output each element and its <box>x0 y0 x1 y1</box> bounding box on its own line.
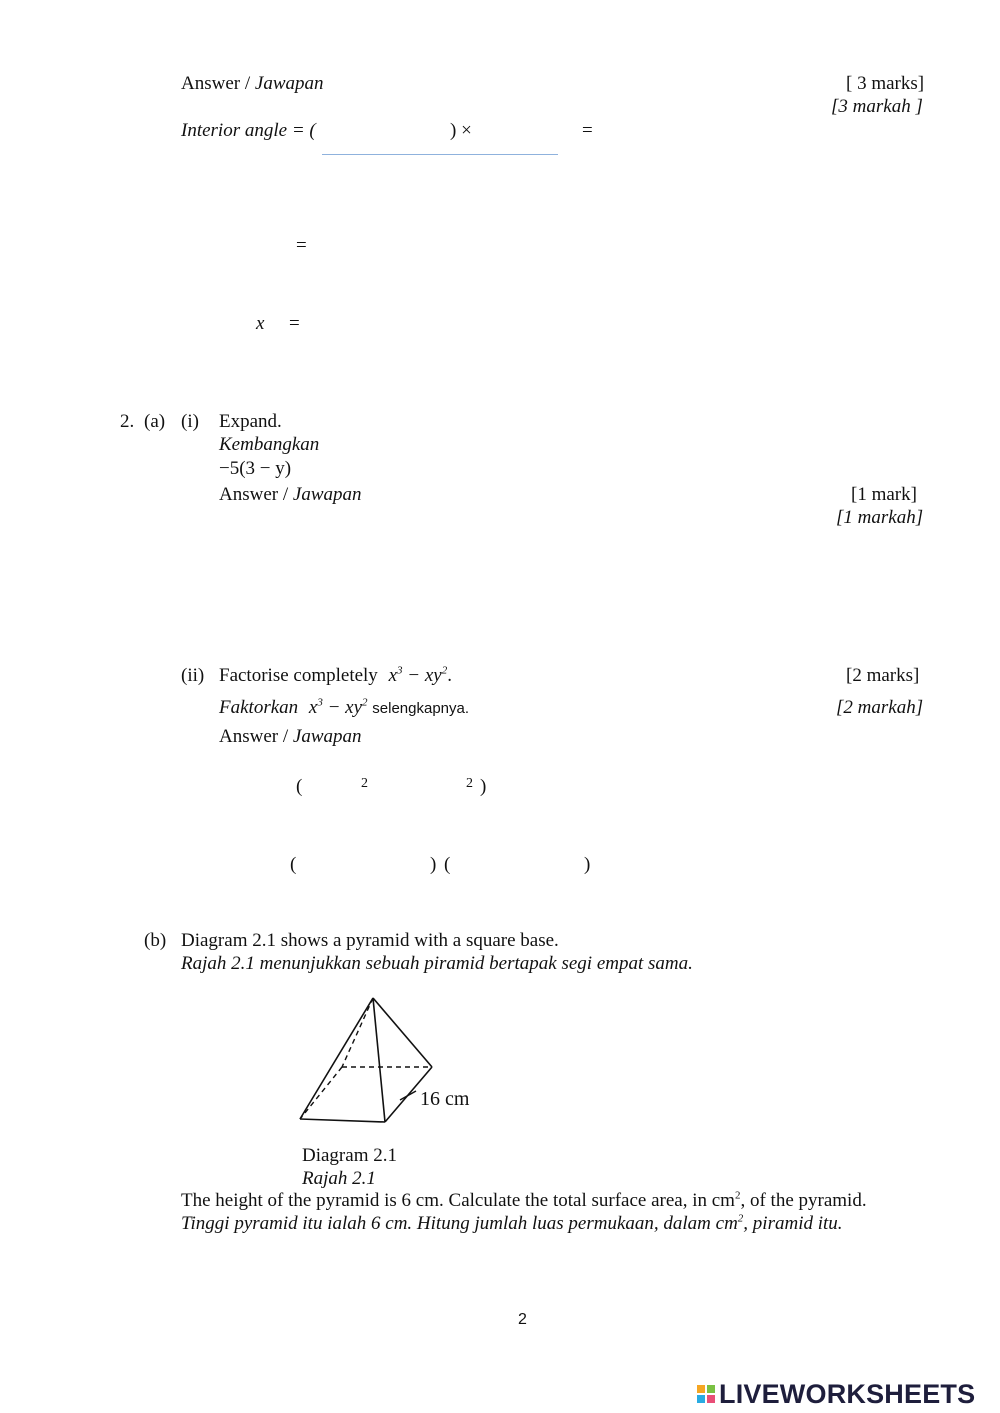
answer-label-italic: Jawapan <box>292 484 362 505</box>
period: . <box>447 665 452 686</box>
page-number: 2 <box>518 1311 527 1328</box>
edge-apex-front-right <box>373 998 385 1122</box>
logo-icon <box>697 1385 715 1403</box>
q2-ii-marks-en: [2 marks] <box>846 665 920 686</box>
expr-mid: − xy <box>402 665 442 686</box>
interior-angle-result-input[interactable] <box>602 118 726 142</box>
factor-sup-2-a: 2 <box>361 776 368 791</box>
factorise-en: Factorise completely <box>219 665 378 686</box>
diagram-desc-en: Diagram 2.1 shows a pyramid with a square base. <box>181 930 559 951</box>
q2-sub-i: (i) <box>181 411 199 432</box>
q2-answer-label <box>219 484 362 506</box>
q1-answer-label <box>181 73 324 95</box>
q2-part-a: (a) <box>144 411 166 432</box>
answer-label-text: Answer / <box>219 726 293 747</box>
height-ms-a: Tinggi pyramid itu ialah 6 cm. Hitung jumlah luas permukaan, dalam cm <box>181 1213 738 1234</box>
x-equals: = <box>289 313 300 334</box>
factorise-expression <box>389 665 448 686</box>
factorise-expression-ms <box>309 697 368 718</box>
pyramid-diagram <box>290 988 490 1128</box>
multiplier-input[interactable] <box>478 118 578 142</box>
q2-i-marks-en: [1 mark] <box>851 484 917 505</box>
expand-ms: Kembangkan <box>219 434 320 455</box>
expr-x: x <box>388 665 397 686</box>
x-label: x <box>256 313 265 334</box>
cm-squared-en: 2 <box>734 1189 741 1202</box>
edge-apex-front-left <box>300 998 373 1119</box>
logo-text: LIVEWORKSHEETS <box>719 1378 976 1409</box>
answer-label-text: Answer / <box>219 484 293 505</box>
height-en-b: , of the pyramid. <box>740 1190 867 1211</box>
factor-paren-close-3: ) <box>584 854 591 875</box>
liveworksheets-logo <box>697 1378 975 1410</box>
logo-square-4 <box>707 1395 715 1403</box>
q2-i-marks-ms: [1 markah] <box>836 507 924 528</box>
edge-base-front <box>300 1119 385 1122</box>
factor-step1-input-a[interactable] <box>310 773 362 797</box>
factor-paren-open-2: ( <box>290 854 297 875</box>
line2-input[interactable] <box>318 231 462 255</box>
dimension-label: 16 cm <box>420 1088 470 1110</box>
edge-apex-back-left <box>342 998 373 1067</box>
logo-square-1 <box>697 1385 705 1393</box>
q2-sub-ii: (ii) <box>181 665 205 686</box>
pyramid-lines <box>300 998 432 1122</box>
factor-paren-open-3: ( <box>444 854 451 875</box>
q2-ii-marks-ms: [2 markah] <box>836 697 924 718</box>
diagram-caption-ms: Rajah 2.1 <box>302 1168 376 1189</box>
factorise-ms-suffix: selengkapnya. <box>372 700 470 717</box>
logo-square-2 <box>707 1385 715 1393</box>
factorise-ms: Faktorkan <box>219 697 299 718</box>
factorise-en-line <box>219 665 452 687</box>
factor-sup-2-b: 2 <box>466 776 473 791</box>
exp-3: 3 <box>397 664 403 677</box>
interior-angle-label: Interior angle = ( <box>181 120 316 141</box>
expr-mid: − xy <box>322 697 363 718</box>
answer-label-italic: Jawapan <box>254 73 324 94</box>
factorise-ms-line <box>219 697 469 720</box>
x-value-input[interactable] <box>310 309 444 333</box>
expand-expression: −5(3 − y) <box>219 458 292 479</box>
dimension-pointer <box>400 1091 416 1100</box>
equals-line2: = <box>296 235 307 256</box>
q1-marks-ms: [3 markah ] <box>831 96 923 117</box>
height-ms-b: , piramid itu. <box>743 1213 843 1234</box>
factor-paren-close-1: ) <box>480 776 487 797</box>
q2-ii-answer-label <box>219 726 362 748</box>
paren-times: ) × <box>450 120 472 141</box>
answer-label-text: Answer / <box>181 73 255 94</box>
expand-answer-input[interactable] <box>280 545 544 569</box>
logo-square-3 <box>697 1395 705 1403</box>
height-en-a: The height of the pyramid is 6 cm. Calculate the total surface area, in cm <box>181 1190 735 1211</box>
factor-final-input-a[interactable] <box>303 851 427 875</box>
factor-paren-open-1: ( <box>296 776 303 797</box>
exp-2: 2 <box>441 664 448 677</box>
height-question-en <box>181 1190 867 1212</box>
factor-step1-input-b[interactable] <box>376 773 466 797</box>
diagram-caption-en: Diagram 2.1 <box>302 1145 397 1166</box>
diagram-desc-ms: Rajah 2.1 menunjukkan sebuah piramid bertapak segi empat sama. <box>181 953 693 974</box>
q1-marks-en: [ 3 marks] <box>846 73 925 94</box>
cm-squared-ms: 2 <box>737 1212 744 1225</box>
height-question-ms <box>181 1213 843 1235</box>
exp-3: 3 <box>317 696 323 709</box>
exp-2: 2 <box>362 696 368 709</box>
answer-label-italic: Jawapan <box>292 726 362 747</box>
pyramid-hidden-lines <box>300 998 432 1119</box>
edge-apex-back-right <box>373 998 432 1067</box>
edge-base-left <box>300 1067 342 1119</box>
expand-en: Expand. <box>219 411 282 432</box>
expr-x: x <box>308 697 318 718</box>
factor-final-input-b[interactable] <box>457 851 583 875</box>
q2-part-b: (b) <box>144 930 167 951</box>
factor-paren-close-2: ) <box>430 854 437 875</box>
q2-number: 2. <box>120 411 135 432</box>
equals-sign: = <box>582 120 593 141</box>
